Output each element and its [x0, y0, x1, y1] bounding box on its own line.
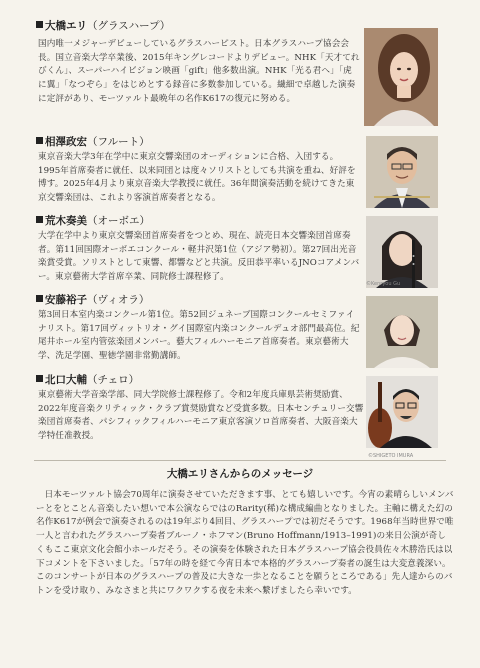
performer-photo [364, 28, 438, 126]
performer-photo [366, 376, 438, 448]
performer-photo [366, 136, 438, 208]
profile-heading [36, 294, 149, 307]
performer-role: （チェロ） [87, 374, 140, 386]
profile-heading [36, 374, 139, 387]
profile-heading [36, 215, 150, 228]
performer-role: （ヴィオラ） [87, 294, 150, 306]
performer-bio: 東京藝術大学音楽学部、同大学院修士課程修了。令和2年度兵庫県芸術奨励賞、2022年度音楽クリティック・クラブ賞奨励賞など受賞多数。日本センチュリー交響楽団首席奏者、パシフィックフィルハーモニア東京客演ソロ首席奏者、大阪音楽大学特任准教授。 [38, 390, 364, 442]
performer-name: 大橋エリ [45, 20, 87, 32]
performer-photo [366, 296, 438, 368]
square-bullet-icon [36, 375, 43, 382]
performer-name: 安藤裕子 [45, 294, 87, 306]
performer-role: （フルート） [87, 136, 150, 148]
square-bullet-icon [36, 21, 43, 28]
profile-heading [36, 136, 150, 149]
performer-bio: 大学在学中より東京交響楽団首席奏者をつとめ、現在、読売日本交響楽団首席奏者。第11回国際オーボエコンクール・軽井沢第1位（アジア勢初）。第27回出光音楽賞受賞。ソリストとして東響、都響などと共演。反田恭平率いるJNOコアメンバー。東京藝術大学首席卒業、同院修士課程修了。 [38, 231, 360, 283]
photo-credit: ©Kenryou Gu [366, 281, 401, 287]
performer-photo [366, 216, 438, 288]
photo-credit: ©SHIGETO IMURA [368, 453, 414, 459]
performer-role: （オーボエ） [87, 215, 150, 227]
performer-bio: 国内唯一メジャーデビューしているグラスハーピスト。日本グラスハープ協会会長。国立音楽大学卒業後、2015年キングレコードよりデビュー。NHK「天才てれびくん」、スーパーハイビジョン映画「gift」他多数出演。NHK「光る君へ」「虎に翼」「なつぞら」をはじめとする録音に多数参加している。繊細で卓越した演奏に定評があり、モーツァルト最晩年の名作K617の復元に努める。 [38, 39, 360, 104]
performer-name: 北口大輔 [45, 374, 87, 386]
section-divider [34, 460, 446, 461]
profile-heading [36, 20, 170, 33]
performer-name: 相澤政宏 [45, 136, 87, 148]
performer-bio: 東京音楽大学3年在学中に東京交響楽団のオーディションに合格、入団する。1995年首席奏者に就任、以来同団とは度々ソリストとしても共演を重ね、好評を博す。2025年4月より東京音楽大学教授に就任。36年間演奏活動を続けてきた東京交響楽団は、これより客演首席奏者となる。 [38, 152, 356, 204]
performer-name: 荒木奏美 [45, 215, 87, 227]
performer-bio: 第3回日本室内楽コンクール第1位。第52回ジュネーブ国際コンクールセミファイナリスト。第17回ヴィットリオ・グイ国際室内楽コンクールデュオ部門最高位。紀尾井ホール室内管弦楽団メンバー。藝大フィルハーモニア首席奏者。東京藝術大学、洗足学園、聖徳学園非常勤講師。 [38, 310, 360, 362]
square-bullet-icon [36, 216, 43, 223]
square-bullet-icon [36, 137, 43, 144]
performer-role: （グラスハープ） [87, 20, 171, 32]
message-title: 大橋エリさんからのメッセージ [166, 468, 314, 480]
square-bullet-icon [36, 295, 43, 302]
message-body: 日本モーツァルト協会70周年に演奏させていただきます事、とても嬉しいです。今宵の素晴らしいメンバーとをとことん音楽したい想いで本公演ならではのRarity(稀)な構成編曲となりました。主軸に構えた幻の名作K617が例会で演奏されるのは19年ぶり4回目、グラスハープでは初だそうです。1968年当時世界で唯一人と言われたグラスハープ奏者ブルーノ・ホフマン(Bruno Hoffmann/1913–1991)の来日公演が奇しくもここ東京文化会館小ホールだそう。その演奏を体験された日本グラスハープ協会役員佐々木勝浩氏は以下コメントを下さいました。「57年の時を経て今宵日本で本格的グラスハープ奏者の誕生は大変意義深い。このコンサートが日本のグラスハープの普及に大きな一歩となることを願うところである」先人達からのバトンを受け取り、みなさまと共にワクワクする夜を未来へ繋げましたら幸いです。 [36, 490, 454, 596]
